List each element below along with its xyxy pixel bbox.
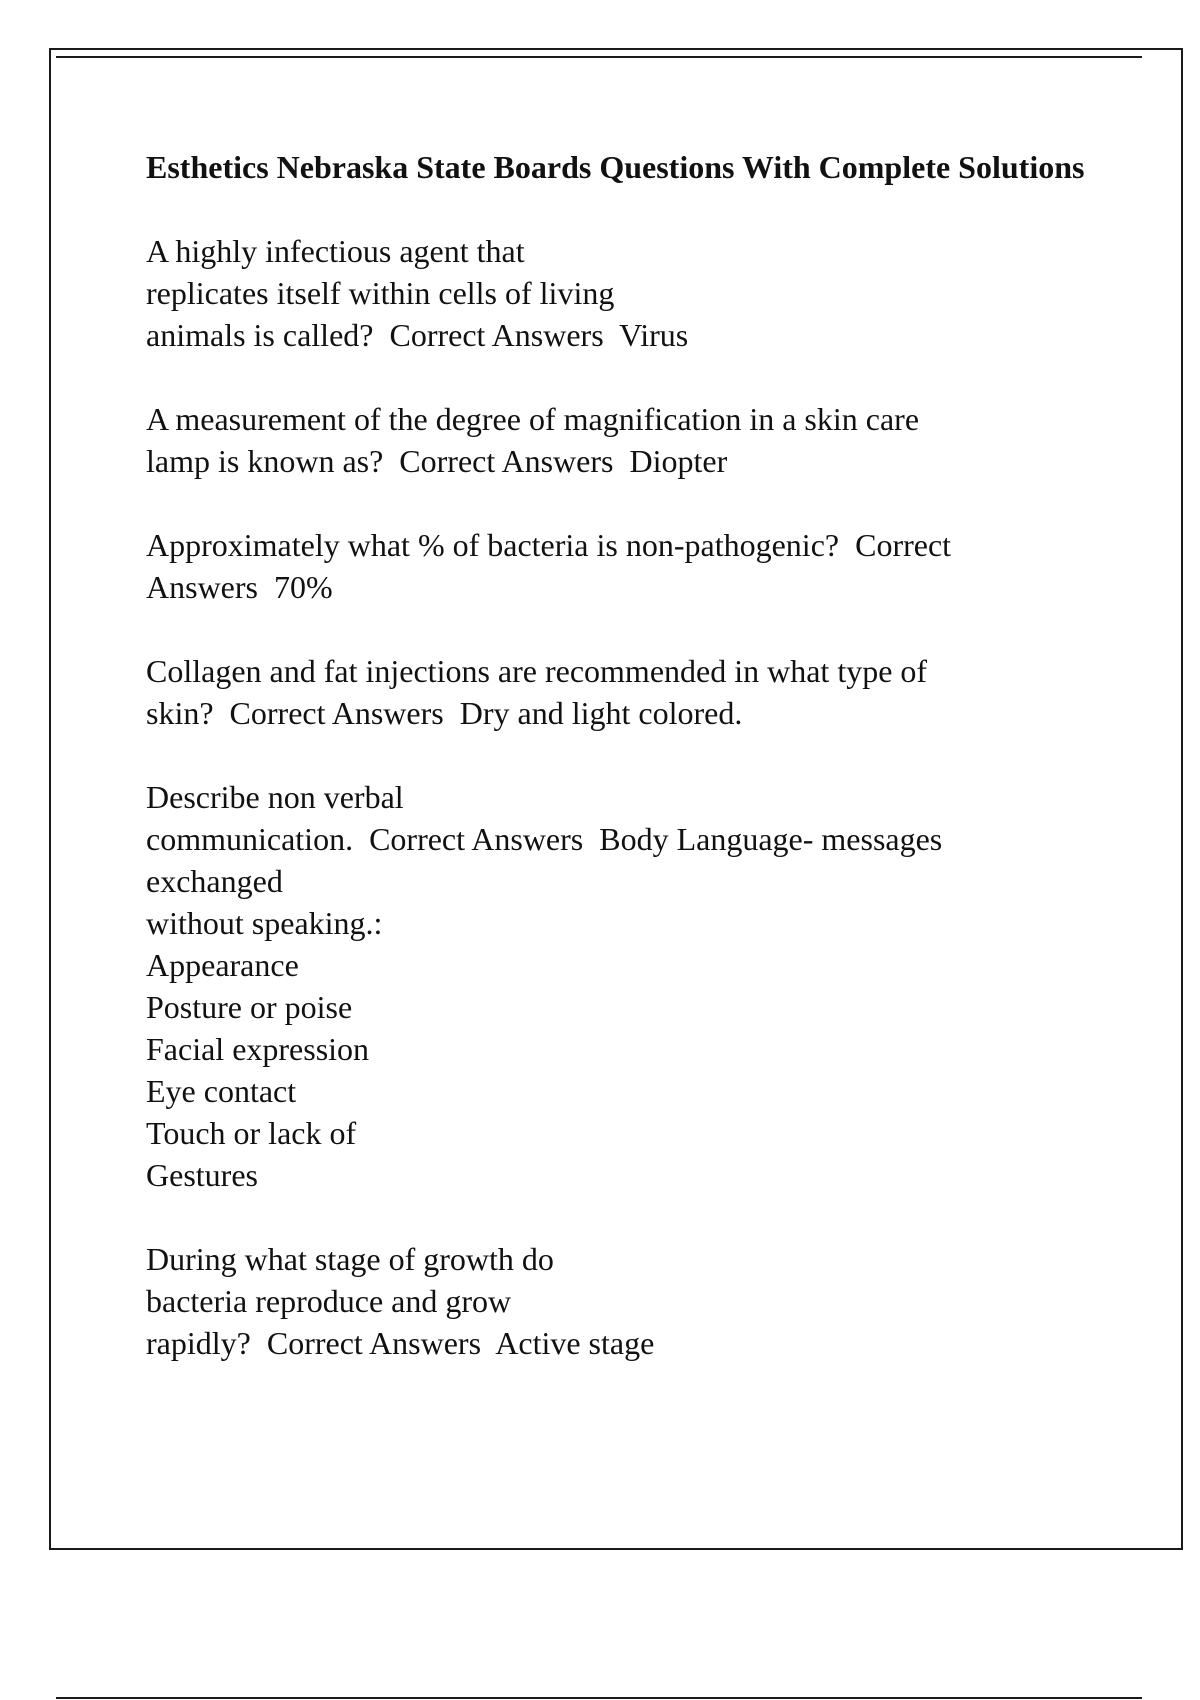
qa-line: exchanged <box>146 863 283 899</box>
qa-line: replicates itself within cells of living <box>146 275 615 311</box>
qa-item-nonverbal <box>146 776 1086 1196</box>
qa-line: Appearance <box>146 947 299 983</box>
document-title: Esthetics Nebraska State Boards Questions With Complete Solutions <box>146 149 1085 185</box>
qa-line: rapidly? Correct Answers Active stage <box>146 1325 655 1361</box>
document-content <box>146 146 1086 1406</box>
qa-line: without speaking.: <box>146 905 383 941</box>
qa-line: animals is called? Correct Answers Virus <box>146 317 689 353</box>
qa-line: skin? Correct Answers Dry and light colored. <box>146 695 743 731</box>
qa-line: Gestures <box>146 1157 258 1193</box>
qa-line: Facial expression <box>146 1031 370 1067</box>
qa-item-virus <box>146 230 1086 356</box>
qa-item-bacteria-percent <box>146 524 1086 608</box>
qa-line: Approximately what % of bacteria is non-pathogenic? Correct <box>146 527 952 563</box>
qa-item-collagen <box>146 650 1086 734</box>
qa-item-diopter <box>146 398 1086 482</box>
qa-line: communication. Correct Answers Body Language- messages <box>146 821 943 857</box>
qa-line: A highly infectious agent that <box>146 233 525 269</box>
qa-line: Touch or lack of <box>146 1115 357 1151</box>
qa-line: During what stage of growth do <box>146 1241 554 1277</box>
top-rule <box>56 56 1142 58</box>
qa-line: A measurement of the degree of magnification in a skin care <box>146 401 920 437</box>
bottom-rule <box>56 1697 1142 1699</box>
qa-line: lamp is known as? Correct Answers Diopter <box>146 443 728 479</box>
qa-line: bacteria reproduce and grow <box>146 1283 512 1319</box>
qa-line: Posture or poise <box>146 989 353 1025</box>
qa-line: Answers 70% <box>146 569 333 605</box>
qa-line: Eye contact <box>146 1073 297 1109</box>
qa-line: Describe non verbal <box>146 779 404 815</box>
qa-item-growth-stage <box>146 1238 1086 1364</box>
qa-line: Collagen and fat injections are recommended in what type of <box>146 653 928 689</box>
